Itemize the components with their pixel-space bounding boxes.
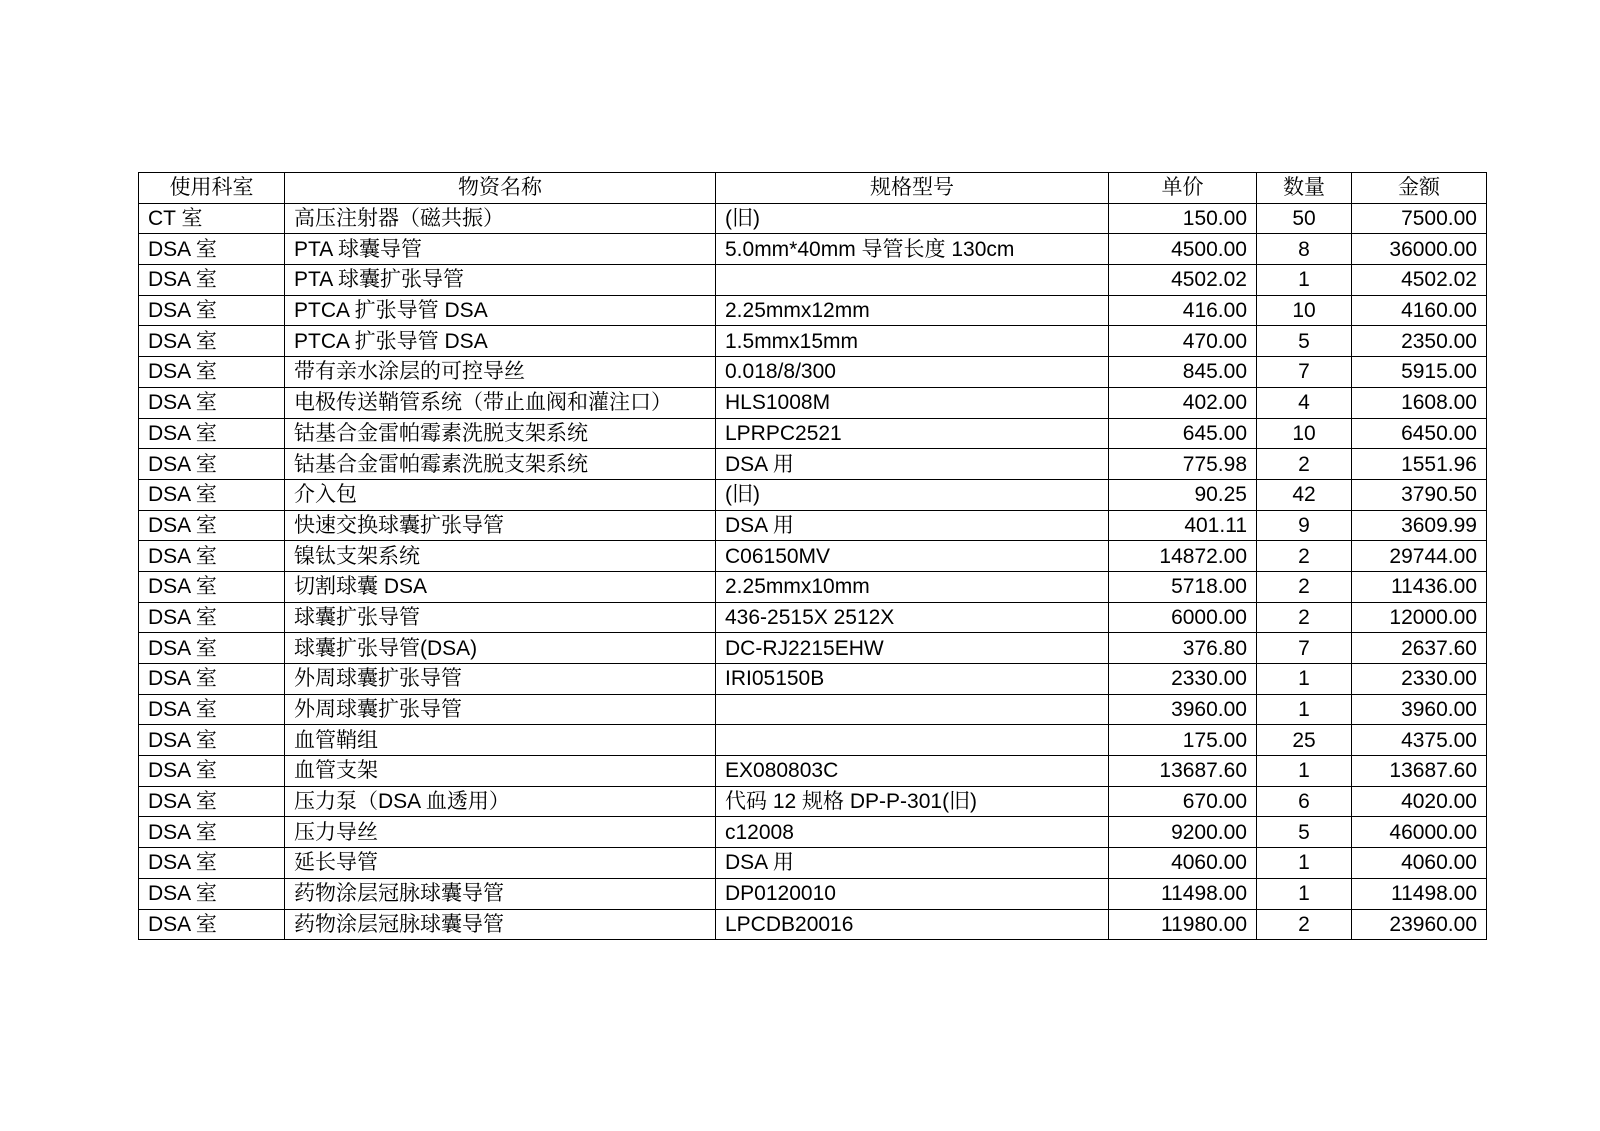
table-row (139, 694, 1487, 725)
cell-dept: DSA 室 (139, 848, 285, 879)
header-spec: 规格型号 (716, 173, 1109, 204)
header-amount: 金额 (1352, 173, 1487, 204)
cell-price: 11980.00 (1109, 909, 1257, 940)
cell-qty: 1 (1257, 848, 1352, 879)
cell-amount: 1608.00 (1352, 387, 1487, 418)
cell-amount: 13687.60 (1352, 756, 1487, 787)
cell-name: 快速交换球囊扩张导管 (285, 510, 716, 541)
cell-spec: 5.0mm*40mm 导管长度 130cm (716, 234, 1109, 265)
cell-qty: 10 (1257, 295, 1352, 326)
cell-dept: DSA 室 (139, 387, 285, 418)
cell-spec (716, 694, 1109, 725)
cell-name: 延长导管 (285, 848, 716, 879)
cell-name: PTA 球囊导管 (285, 234, 716, 265)
cell-price: 470.00 (1109, 326, 1257, 357)
cell-dept: DSA 室 (139, 602, 285, 633)
cell-name: 镍钛支架系统 (285, 541, 716, 572)
table-body (139, 203, 1487, 940)
cell-amount: 29744.00 (1352, 541, 1487, 572)
cell-spec: EX080803C (716, 756, 1109, 787)
cell-name: 外周球囊扩张导管 (285, 664, 716, 695)
cell-name: 介入包 (285, 479, 716, 510)
cell-amount: 2330.00 (1352, 664, 1487, 695)
cell-spec: LPRPC2521 (716, 418, 1109, 449)
cell-name: 压力泵（DSA 血透用） (285, 786, 716, 817)
cell-amount: 4160.00 (1352, 295, 1487, 326)
table-row (139, 664, 1487, 695)
cell-amount: 3960.00 (1352, 694, 1487, 725)
table-row (139, 817, 1487, 848)
table-row (139, 203, 1487, 234)
cell-name: 电极传送鞘管系统（带止血阀和灌注口） (285, 387, 716, 418)
cell-name: PTA 球囊扩张导管 (285, 265, 716, 296)
table-row (139, 449, 1487, 480)
table-row (139, 756, 1487, 787)
cell-spec: DP0120010 (716, 878, 1109, 909)
cell-name: 药物涂层冠脉球囊导管 (285, 909, 716, 940)
cell-price: 3960.00 (1109, 694, 1257, 725)
cell-amount: 46000.00 (1352, 817, 1487, 848)
cell-dept: DSA 室 (139, 479, 285, 510)
table-row (139, 326, 1487, 357)
cell-spec: 代码 12 规格 DP-P-301(旧) (716, 786, 1109, 817)
cell-dept: DSA 室 (139, 786, 285, 817)
table-row (139, 633, 1487, 664)
cell-spec: 2.25mmx10mm (716, 571, 1109, 602)
cell-price: 645.00 (1109, 418, 1257, 449)
cell-dept: DSA 室 (139, 633, 285, 664)
cell-dept: DSA 室 (139, 234, 285, 265)
cell-spec: IRI05150B (716, 664, 1109, 695)
cell-qty: 2 (1257, 571, 1352, 602)
cell-qty: 25 (1257, 725, 1352, 756)
header-row (139, 173, 1487, 204)
cell-qty: 5 (1257, 326, 1352, 357)
cell-price: 9200.00 (1109, 817, 1257, 848)
cell-amount: 11498.00 (1352, 878, 1487, 909)
cell-spec (716, 725, 1109, 756)
cell-price: 4502.02 (1109, 265, 1257, 296)
cell-price: 6000.00 (1109, 602, 1257, 633)
cell-price: 175.00 (1109, 725, 1257, 756)
cell-spec: HLS1008M (716, 387, 1109, 418)
header-price: 单价 (1109, 173, 1257, 204)
cell-dept: DSA 室 (139, 449, 285, 480)
cell-qty: 10 (1257, 418, 1352, 449)
cell-qty: 4 (1257, 387, 1352, 418)
table-row (139, 571, 1487, 602)
cell-qty: 2 (1257, 909, 1352, 940)
cell-name: 带有亲水涂层的可控导丝 (285, 357, 716, 388)
cell-name: 血管鞘组 (285, 725, 716, 756)
cell-price: 90.25 (1109, 479, 1257, 510)
cell-amount: 6450.00 (1352, 418, 1487, 449)
cell-qty: 5 (1257, 817, 1352, 848)
cell-qty: 7 (1257, 357, 1352, 388)
cell-spec: DSA 用 (716, 510, 1109, 541)
cell-name: PTCA 扩张导管 DSA (285, 295, 716, 326)
table-row (139, 878, 1487, 909)
cell-qty: 1 (1257, 878, 1352, 909)
cell-spec: DSA 用 (716, 449, 1109, 480)
cell-dept: DSA 室 (139, 357, 285, 388)
cell-spec: c12008 (716, 817, 1109, 848)
cell-spec: LPCDB20016 (716, 909, 1109, 940)
table-row (139, 786, 1487, 817)
cell-amount: 4375.00 (1352, 725, 1487, 756)
cell-dept: DSA 室 (139, 909, 285, 940)
cell-amount: 4502.02 (1352, 265, 1487, 296)
cell-name: 高压注射器（磁共振） (285, 203, 716, 234)
cell-price: 401.11 (1109, 510, 1257, 541)
cell-amount: 2350.00 (1352, 326, 1487, 357)
cell-qty: 6 (1257, 786, 1352, 817)
cell-price: 150.00 (1109, 203, 1257, 234)
cell-price: 775.98 (1109, 449, 1257, 480)
cell-dept: DSA 室 (139, 571, 285, 602)
cell-amount: 23960.00 (1352, 909, 1487, 940)
cell-amount: 5915.00 (1352, 357, 1487, 388)
cell-dept: DSA 室 (139, 418, 285, 449)
table-row (139, 265, 1487, 296)
cell-dept: DSA 室 (139, 817, 285, 848)
cell-qty: 50 (1257, 203, 1352, 234)
header-name: 物资名称 (285, 173, 716, 204)
table-row (139, 909, 1487, 940)
cell-spec: C06150MV (716, 541, 1109, 572)
cell-dept: DSA 室 (139, 541, 285, 572)
cell-amount: 1551.96 (1352, 449, 1487, 480)
cell-amount: 3609.99 (1352, 510, 1487, 541)
cell-qty: 1 (1257, 756, 1352, 787)
cell-name: 血管支架 (285, 756, 716, 787)
cell-price: 402.00 (1109, 387, 1257, 418)
cell-dept: DSA 室 (139, 295, 285, 326)
cell-qty: 1 (1257, 664, 1352, 695)
cell-spec: 2.25mmx12mm (716, 295, 1109, 326)
cell-amount: 4060.00 (1352, 848, 1487, 879)
cell-qty: 1 (1257, 265, 1352, 296)
cell-spec (716, 265, 1109, 296)
cell-name: 钴基合金雷帕霉素洗脱支架系统 (285, 418, 716, 449)
cell-amount: 11436.00 (1352, 571, 1487, 602)
cell-amount: 7500.00 (1352, 203, 1487, 234)
cell-dept: DSA 室 (139, 510, 285, 541)
cell-qty: 42 (1257, 479, 1352, 510)
table-row (139, 387, 1487, 418)
cell-spec: DC-RJ2215EHW (716, 633, 1109, 664)
cell-dept: DSA 室 (139, 878, 285, 909)
cell-price: 670.00 (1109, 786, 1257, 817)
cell-dept: DSA 室 (139, 326, 285, 357)
cell-price: 4500.00 (1109, 234, 1257, 265)
cell-spec: 436-2515X 2512X (716, 602, 1109, 633)
cell-price: 5718.00 (1109, 571, 1257, 602)
cell-amount: 36000.00 (1352, 234, 1487, 265)
cell-amount: 3790.50 (1352, 479, 1487, 510)
cell-name: 球囊扩张导管(DSA) (285, 633, 716, 664)
table-row (139, 541, 1487, 572)
cell-name: 药物涂层冠脉球囊导管 (285, 878, 716, 909)
cell-price: 13687.60 (1109, 756, 1257, 787)
cell-dept: CT 室 (139, 203, 285, 234)
cell-qty: 2 (1257, 449, 1352, 480)
table-row (139, 848, 1487, 879)
cell-name: 球囊扩张导管 (285, 602, 716, 633)
cell-dept: DSA 室 (139, 664, 285, 695)
table-row (139, 295, 1487, 326)
cell-spec: 0.018/8/300 (716, 357, 1109, 388)
header-dept: 使用科室 (139, 173, 285, 204)
cell-name: 压力导丝 (285, 817, 716, 848)
cell-price: 376.80 (1109, 633, 1257, 664)
cell-spec: DSA 用 (716, 848, 1109, 879)
cell-qty: 2 (1257, 541, 1352, 572)
cell-dept: DSA 室 (139, 694, 285, 725)
table-row (139, 418, 1487, 449)
cell-price: 4060.00 (1109, 848, 1257, 879)
cell-amount: 2637.60 (1352, 633, 1487, 664)
table-row (139, 357, 1487, 388)
cell-dept: DSA 室 (139, 725, 285, 756)
table-row (139, 479, 1487, 510)
cell-qty: 1 (1257, 694, 1352, 725)
cell-name: 钴基合金雷帕霉素洗脱支架系统 (285, 449, 716, 480)
cell-qty: 7 (1257, 633, 1352, 664)
header-qty: 数量 (1257, 173, 1352, 204)
cell-dept: DSA 室 (139, 756, 285, 787)
cell-qty: 9 (1257, 510, 1352, 541)
cell-dept: DSA 室 (139, 265, 285, 296)
materials-table (138, 172, 1487, 940)
cell-price: 416.00 (1109, 295, 1257, 326)
cell-amount: 4020.00 (1352, 786, 1487, 817)
cell-price: 14872.00 (1109, 541, 1257, 572)
cell-name: PTCA 扩张导管 DSA (285, 326, 716, 357)
cell-qty: 2 (1257, 602, 1352, 633)
cell-spec: (旧) (716, 479, 1109, 510)
table-row (139, 234, 1487, 265)
cell-name: 外周球囊扩张导管 (285, 694, 716, 725)
cell-price: 2330.00 (1109, 664, 1257, 695)
cell-name: 切割球囊 DSA (285, 571, 716, 602)
cell-price: 845.00 (1109, 357, 1257, 388)
cell-spec: 1.5mmx15mm (716, 326, 1109, 357)
cell-price: 11498.00 (1109, 878, 1257, 909)
cell-amount: 12000.00 (1352, 602, 1487, 633)
cell-spec: (旧) (716, 203, 1109, 234)
table-row (139, 510, 1487, 541)
cell-qty: 8 (1257, 234, 1352, 265)
table-row (139, 602, 1487, 633)
table-row (139, 725, 1487, 756)
